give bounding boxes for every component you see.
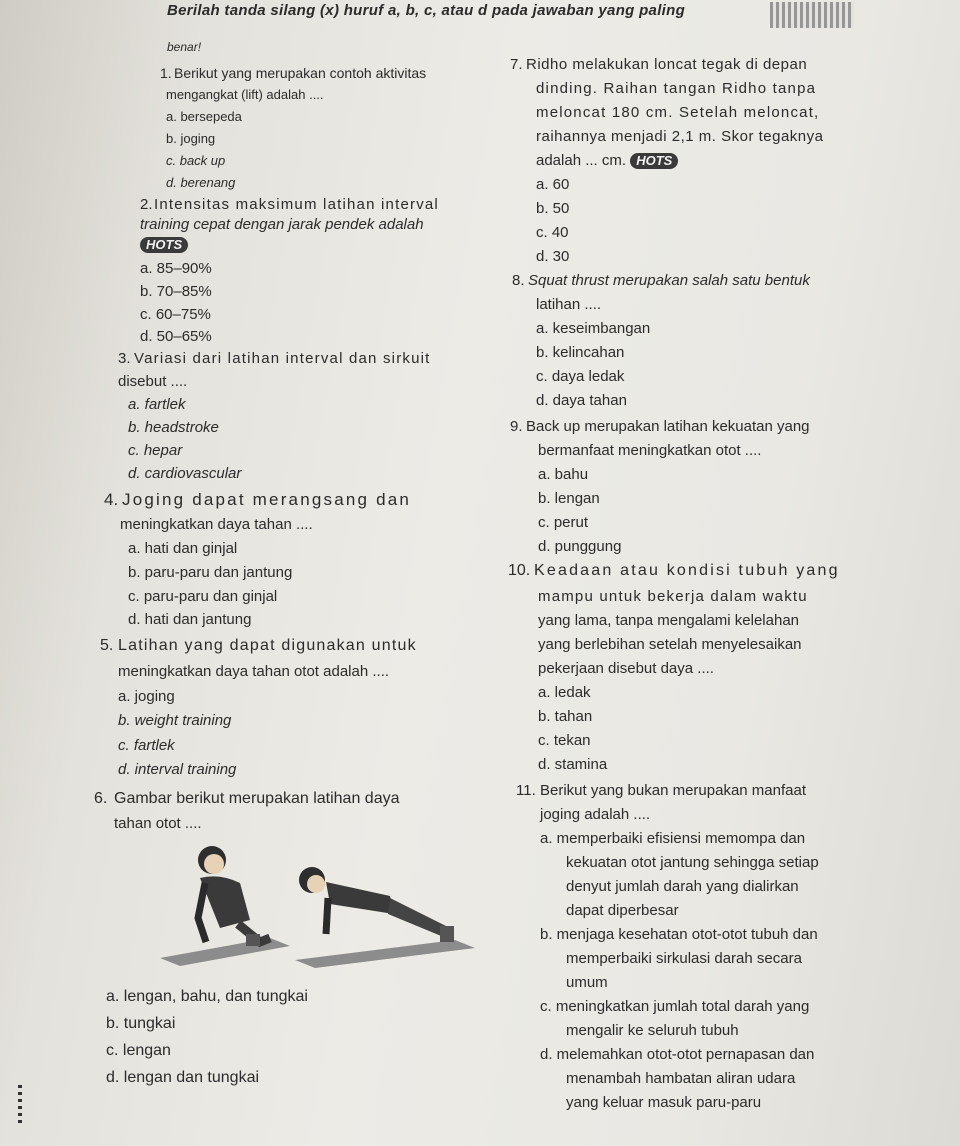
q4-option-b: b. paru-paru dan jantung (128, 564, 293, 581)
q10-num: 10. (508, 562, 531, 579)
q6-stem-2: tahan otot .... (114, 815, 202, 832)
hots-label: HOTS (630, 153, 678, 169)
q7-stem-2: dinding. Raihan tangan Ridho tanpa (536, 80, 817, 97)
q1-stem-2: mengangkat (lift) adalah .... (166, 87, 324, 102)
q2-option-b: b. 70–85% (140, 283, 212, 300)
q8-option-a: a. keseimbangan (536, 320, 651, 337)
q6-stem-1: Gambar berikut merupakan latihan daya (114, 790, 400, 807)
q11-option-a-1: a. memperbaiki efisiensi memompa dan (540, 830, 806, 847)
q6-option-a: a. lengan, bahu, dan tungkai (106, 988, 308, 1005)
exercise-mat-right (295, 940, 475, 968)
q10-stem-2: mampu untuk bekerja dalam waktu (538, 588, 808, 605)
q11-num: 11. (516, 782, 536, 799)
q8-option-d: d. daya tahan (536, 392, 627, 409)
q11-stem-2: joging adalah .... (540, 806, 651, 823)
q10-stem-4: yang berlebihan setelah menyelesaikan (538, 636, 802, 653)
q10-stem-1: Keadaan atau kondisi tubuh yang (534, 562, 840, 579)
plank-figure (299, 867, 454, 942)
q9-option-b: b. lengan (538, 490, 600, 507)
q11-option-d-2: menambah hambatan aliran udara (566, 1070, 796, 1087)
q2-stem-1: Intensitas maksimum latihan interval (154, 196, 439, 213)
q6-num: 6. (94, 790, 108, 807)
q5-option-d: d. interval training (118, 761, 237, 778)
q10-stem-3: yang lama, tanpa mengalami kelelahan (538, 612, 799, 629)
q2-option-c: c. 60–75% (140, 306, 211, 323)
q1-option-d: d. berenang (166, 175, 236, 190)
q7-stem-4: raihannya menjadi 2,1 m. Skor tegaknya (536, 128, 824, 145)
q11-option-c-2: mengalir ke seluruh tubuh (566, 1022, 739, 1039)
q1-option-c: c. back up (166, 153, 226, 168)
q5-option-c: c. fartlek (118, 737, 175, 754)
q3-stem-1: Variasi dari latihan interval dan sirkuit (134, 350, 431, 367)
q10-option-d: d. stamina (538, 756, 608, 773)
q11-stem-1: Berikut yang bukan merupakan manfaat (540, 782, 806, 799)
q10-option-c: c. tekan (538, 732, 591, 749)
q3-option-a: a. fartlek (128, 396, 186, 413)
q7-stem-1: Ridho melakukan loncat tegak di depan (526, 56, 808, 73)
q2-stem-2: training cepat dengan jarak pendek adalah (140, 216, 424, 233)
q4-option-c: c. paru-paru dan ginjal (128, 588, 278, 605)
q7-option-a: a. 60 (536, 176, 570, 193)
q7-stem-5-text: adalah ... cm. (536, 152, 627, 169)
q7-option-d: d. 30 (536, 248, 570, 265)
q3-num: 3. (118, 350, 131, 367)
q5-option-a: a. joging (118, 688, 175, 705)
q1-num: 1. (160, 65, 172, 81)
q3-option-d: d. cardiovascular (128, 465, 242, 482)
q1-option-a: a. bersepeda (166, 109, 242, 124)
q9-stem-2: bermanfaat meningkatkan otot .... (538, 442, 762, 459)
q7-stem-5 (536, 152, 678, 170)
q2-option-d: d. 50–65% (140, 328, 212, 345)
q9-option-a: a. bahu (538, 466, 589, 483)
q11-option-b-2: memperbaiki sirkulasi darah secara (566, 950, 802, 967)
q9-stem-1: Back up merupakan latihan kekuatan yang (526, 418, 810, 435)
q10-stem-5: pekerjaan disebut daya .... (538, 660, 714, 677)
instruction-text: Berilah tanda silang (x) huruf a, b, c, atau d pada jawaban yang paling (167, 2, 686, 19)
q11-option-a-3: denyut jumlah darah yang dialirkan (566, 878, 799, 895)
q8-option-c: c. daya ledak (536, 368, 625, 385)
q3-option-c: c. hepar (128, 442, 183, 459)
q5-num: 5. (100, 637, 114, 654)
q3-stem-2: disebut .... (118, 373, 188, 390)
q4-num: 4. (104, 490, 119, 509)
q2-hots-badge (140, 236, 188, 254)
kneeling-figure (198, 846, 270, 946)
q11-option-d-3: yang keluar masuk paru-paru (566, 1094, 762, 1111)
q11-option-d-1: d. melemahkan otot-otot pernapasan dan (540, 1046, 815, 1063)
q4-option-d: d. hati dan jantung (128, 611, 252, 628)
q8-stem-1-text: Squat thrust merupakan salah satu bentuk (528, 272, 810, 289)
q11-option-a-4: dapat diperbesar (566, 902, 679, 919)
q7-option-c: c. 40 (536, 224, 569, 241)
q11-option-c-1: c. meningkatkan jumlah total darah yang (540, 998, 810, 1015)
q8-stem-2: latihan .... (536, 296, 602, 313)
q5-option-b: b. weight training (118, 712, 232, 729)
q2-num: 2. (140, 196, 153, 213)
q4-stem-2: meningkatkan daya tahan .... (120, 516, 313, 533)
q6-option-b: b. tungkai (106, 1015, 176, 1032)
q6-option-c: c. lengan (106, 1042, 171, 1059)
q5-stem-2: meningkatkan daya tahan otot adalah .... (118, 663, 390, 680)
q6-exercise-illustration (150, 838, 480, 968)
q4-option-a: a. hati dan ginjal (128, 540, 238, 557)
hots-label: HOTS (140, 237, 188, 253)
q11-option-b-1: b. menjaga kesehatan otot-otot tubuh dan (540, 926, 818, 943)
q8-stem-1 (528, 272, 810, 290)
binding-holes (18, 1085, 22, 1125)
instruction-text-cont: benar! (167, 40, 202, 54)
q9-option-d: d. punggung (538, 538, 622, 555)
qr-code-icon (770, 2, 854, 28)
q2-option-a: a. 85–90% (140, 260, 212, 277)
q1-option-b: b. joging (166, 131, 216, 146)
q11-option-a-2: kekuatan otot jantung sehingga setiap (566, 854, 819, 871)
q10-option-a: a. ledak (538, 684, 591, 701)
q11-option-b-3: umum (566, 974, 608, 991)
q9-option-c: c. perut (538, 514, 589, 531)
q8-option-b: b. kelincahan (536, 344, 625, 361)
q8-num: 8. (512, 272, 525, 289)
q9-num: 9. (510, 418, 523, 435)
q4-stem-1: Joging dapat merangsang dan (122, 490, 412, 509)
q7-num: 7. (510, 56, 523, 73)
q10-option-b: b. tahan (538, 708, 593, 725)
q6-option-d: d. lengan dan tungkai (106, 1069, 260, 1086)
q7-stem-3: meloncat 180 cm. Setelah meloncat, (536, 104, 820, 121)
q5-stem-1: Latihan yang dapat digunakan untuk (118, 637, 417, 654)
q1-stem-1: Berikut yang merupakan contoh aktivitas (174, 65, 427, 81)
q3-option-b: b. headstroke (128, 419, 219, 436)
q7-option-b: b. 50 (536, 200, 570, 217)
